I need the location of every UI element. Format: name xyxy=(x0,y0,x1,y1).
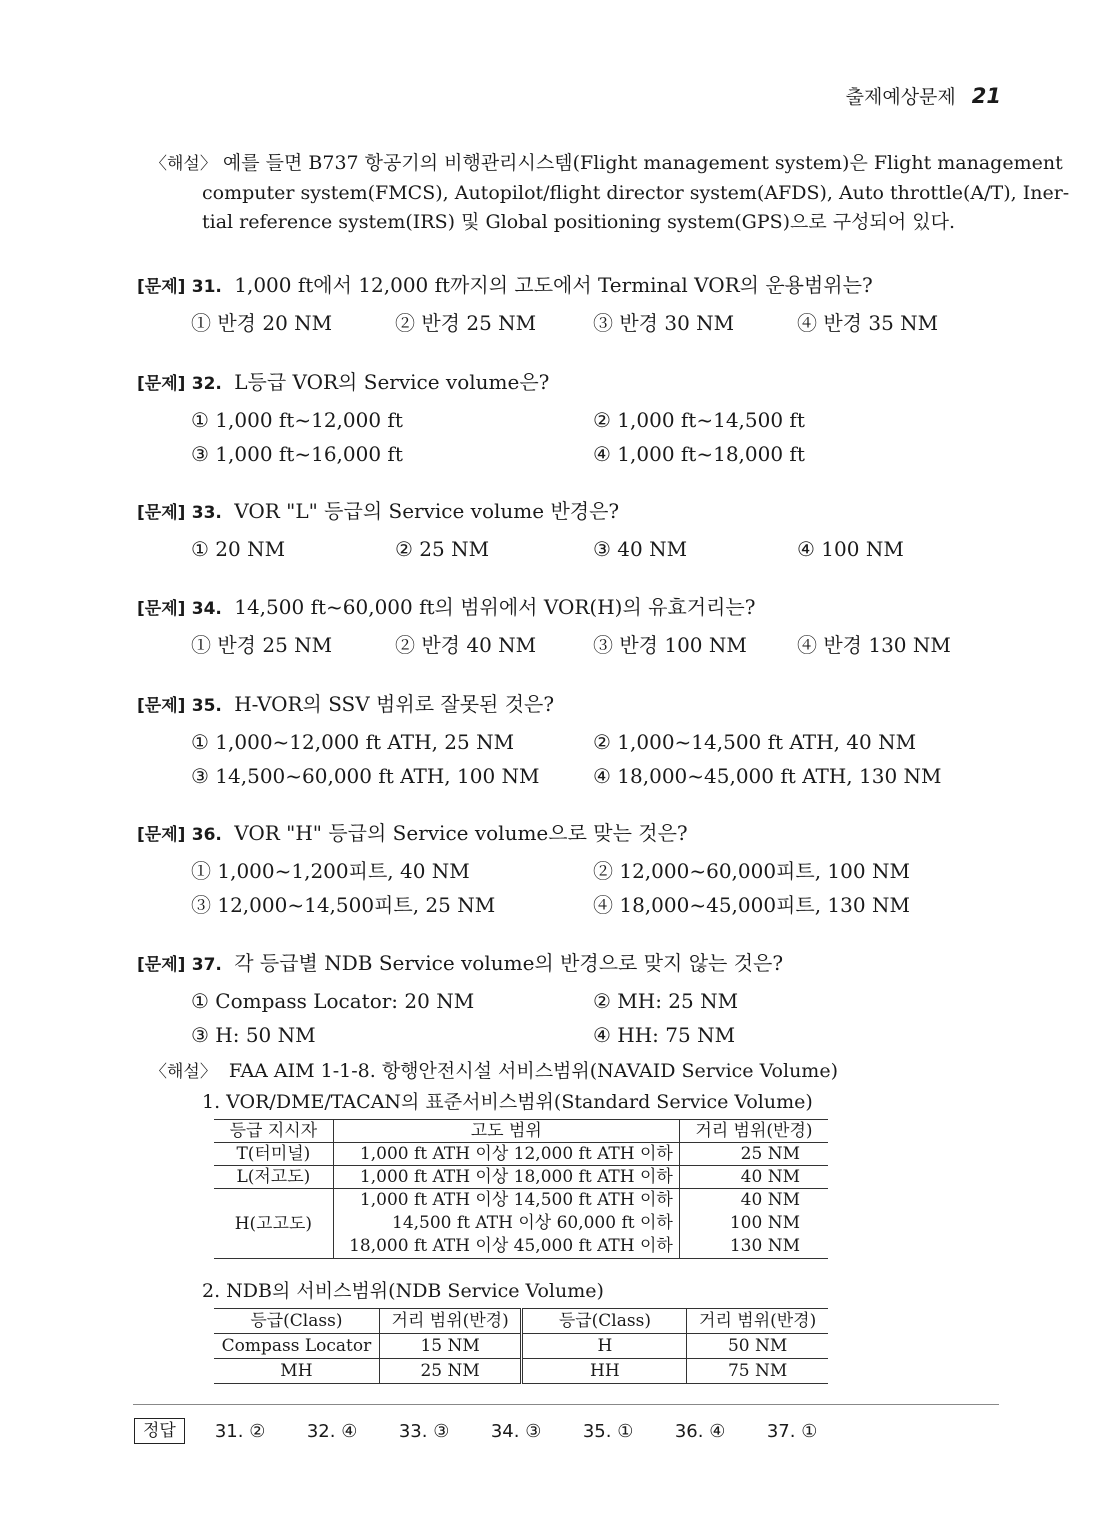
question-number: 36. xyxy=(191,825,222,845)
option[interactable]: ④ 1,000 ft~18,000 ft xyxy=(593,442,805,466)
question-label: [문제] xyxy=(137,277,186,297)
question-number: 33. xyxy=(191,503,222,523)
table-cell-line: 100 NM xyxy=(729,1213,800,1233)
question-text: 1,000 ft에서 12,000 ft까지의 고도에서 Terminal VOR의 운용범위는? xyxy=(234,273,873,297)
note-line: computer system(FMCS), Autopilot/flight director system(AFDS), Auto throttle(A/T), Iner- xyxy=(202,182,1070,204)
table-row xyxy=(214,1166,828,1189)
table-cell: 40 NM xyxy=(679,1166,828,1189)
question-31 xyxy=(137,270,1007,340)
table-cell-line: 18,000 ft ATH 이상 45,000 ft ATH 이하 xyxy=(349,1236,673,1256)
explanation-note-top xyxy=(150,149,1070,237)
options xyxy=(191,854,1007,922)
vor-service-volume-table xyxy=(214,1119,828,1259)
table-row xyxy=(214,1143,828,1166)
options xyxy=(191,628,1007,662)
table-cell: HH xyxy=(522,1359,687,1384)
table-cell: H(고고도) xyxy=(214,1189,333,1259)
table-row xyxy=(214,1334,828,1359)
answer-item: 32. ④ xyxy=(306,1420,358,1442)
question-text: 14,500 ft~60,000 ft의 범위에서 VOR(H)의 유효거리는? xyxy=(234,595,756,619)
question-text: VOR "H" 등급의 Service volume으로 맞는 것은? xyxy=(234,821,688,845)
option[interactable]: ① 1,000~12,000 ft ATH, 25 NM xyxy=(191,730,515,754)
table-cell: Compass Locator xyxy=(221,1336,372,1356)
question-text: L등급 VOR의 Service volume은? xyxy=(234,370,550,394)
option[interactable]: ② 25 NM xyxy=(395,537,490,561)
table-cell: MH xyxy=(214,1359,379,1384)
table-header: 등급 지시자 xyxy=(214,1120,333,1143)
page-number: 21 xyxy=(971,84,1001,108)
options xyxy=(191,532,1007,566)
table-row xyxy=(214,1189,828,1259)
option[interactable]: ③ 1,000 ft~16,000 ft xyxy=(191,442,403,466)
option[interactable]: ④ 반경 35 NM xyxy=(797,311,939,335)
table-cell: 25 NM xyxy=(679,1143,828,1166)
question-text: 각 등급별 NDB Service volume의 반경으로 맞지 않는 것은? xyxy=(234,951,784,975)
option[interactable]: ① 1,000 ft~12,000 ft xyxy=(191,408,403,432)
option[interactable]: ④ 100 NM xyxy=(797,537,904,561)
table-cell-line: 130 NM xyxy=(729,1236,800,1256)
option[interactable]: ④ 반경 130 NM xyxy=(797,633,951,657)
option[interactable]: ④ 18,000~45,000 ft ATH, 130 NM xyxy=(593,764,942,788)
question-label: [문제] xyxy=(137,374,186,394)
answer-item: 31. ② xyxy=(214,1420,266,1442)
question-37 xyxy=(137,948,1007,1052)
table-header: 거리 범위(반경) xyxy=(687,1309,828,1334)
question-33 xyxy=(137,496,1007,566)
note-line: 예를 들면 B737 항공기의 비행관리시스템(Flight management system)은 Flight management xyxy=(222,152,1063,174)
table-cell: T(터미널) xyxy=(236,1144,311,1164)
table-header: 등급(Class) xyxy=(522,1309,687,1334)
table-cell-line: 14,500 ft ATH 이상 60,000 ft 이하 xyxy=(392,1213,673,1233)
question-number: 34. xyxy=(191,599,222,619)
answer-item: 36. ④ xyxy=(674,1420,726,1442)
options xyxy=(191,403,1007,471)
answer-item: 37. ① xyxy=(766,1420,818,1442)
option[interactable]: ② 반경 40 NM xyxy=(395,633,537,657)
table-cell: 75 NM xyxy=(687,1359,828,1384)
question-32 xyxy=(137,367,1007,471)
option[interactable]: ② MH: 25 NM xyxy=(593,989,739,1013)
option[interactable]: ② 1,000 ft~14,500 ft xyxy=(593,408,805,432)
table-row xyxy=(214,1359,828,1384)
answer-item: 35. ① xyxy=(582,1420,634,1442)
table-cell xyxy=(679,1189,828,1259)
options xyxy=(191,725,1007,793)
table-cell: 50 NM xyxy=(687,1334,828,1359)
question-label: [문제] xyxy=(137,825,186,845)
question-label: [문제] xyxy=(137,955,186,975)
answer-item: 33. ③ xyxy=(398,1420,450,1442)
page-header xyxy=(846,82,1001,109)
options xyxy=(191,984,1007,1052)
table-header: 거리 범위(반경) xyxy=(379,1309,522,1334)
question-number: 37. xyxy=(191,955,222,975)
question-label: [문제] xyxy=(137,503,186,523)
question-label: [문제] xyxy=(137,696,186,716)
table-cell: 15 NM xyxy=(379,1334,522,1359)
option[interactable]: ③ 반경 100 NM xyxy=(593,633,747,657)
question-number: 35. xyxy=(191,696,222,716)
option[interactable]: ① 반경 25 NM xyxy=(191,633,333,657)
option[interactable]: ① 1,000~1,200피트, 40 NM xyxy=(191,859,470,883)
subsection-2-title: 2. NDB의 서비스범위(NDB Service Volume) xyxy=(202,1280,604,1302)
table-cell: 25 NM xyxy=(379,1359,522,1384)
ndb-service-volume-table xyxy=(214,1308,828,1384)
table-cell-line: 40 NM xyxy=(740,1190,800,1210)
question-36 xyxy=(137,818,1007,922)
option[interactable]: ③ 40 NM xyxy=(593,537,688,561)
explanation-title: FAA AIM 1-1-8. 항행안전시설 서비스범위(NAVAID Service Volume) xyxy=(228,1060,838,1082)
table-header: 등급(Class) xyxy=(214,1309,379,1334)
table-cell: L(저고도) xyxy=(214,1166,333,1189)
option[interactable]: ④ HH: 75 NM xyxy=(593,1023,736,1047)
question-34 xyxy=(137,592,1007,662)
running-title: 출제예상문제 xyxy=(845,86,956,108)
note-tag: 〈해설〉 xyxy=(150,1062,217,1082)
question-number: 32. xyxy=(191,374,222,394)
option[interactable]: ④ 18,000~45,000피트, 130 NM xyxy=(593,893,910,917)
question-text: VOR "L" 등급의 Service volume 반경은? xyxy=(234,499,620,523)
question-number: 31. xyxy=(191,277,222,297)
option[interactable]: ① 반경 20 NM xyxy=(191,311,333,335)
divider xyxy=(133,1404,999,1405)
answer-label: 정답 xyxy=(134,1418,185,1444)
question-35 xyxy=(137,689,1007,793)
option[interactable]: ① 20 NM xyxy=(191,537,286,561)
question-text: H-VOR의 SSV 범위로 잘못된 것은? xyxy=(234,692,555,716)
option[interactable]: ③ 12,000~14,500피트, 25 NM xyxy=(191,893,496,917)
table-header: 고도 범위 xyxy=(333,1120,679,1143)
note-tag: 〈해설〉 xyxy=(150,154,217,174)
table-cell: H xyxy=(522,1334,687,1359)
note-line: tial reference system(IRS) 및 Global positioning system(GPS)으로 구성되어 있다. xyxy=(202,211,955,233)
option[interactable]: ③ 14,500~60,000 ft ATH, 100 NM xyxy=(191,764,540,788)
question-label: [문제] xyxy=(137,599,186,619)
table-cell xyxy=(333,1189,679,1259)
table-cell: 1,000 ft ATH 이상 18,000 ft ATH 이하 xyxy=(333,1166,679,1189)
table-header: 거리 범위(반경) xyxy=(679,1120,828,1143)
option[interactable]: ② 반경 25 NM xyxy=(395,311,537,335)
table-cell: 1,000 ft ATH 이상 12,000 ft ATH 이하 xyxy=(333,1143,679,1166)
option[interactable]: ② 12,000~60,000피트, 100 NM xyxy=(593,859,910,883)
table-cell-line: 1,000 ft ATH 이상 14,500 ft ATH 이하 xyxy=(359,1190,673,1210)
answer-key xyxy=(134,1418,859,1444)
explanation-37 xyxy=(150,1057,1010,1116)
subsection-1-title: 1. VOR/DME/TACAN의 표준서비스범위(Standard Service Volume) xyxy=(202,1091,813,1113)
options xyxy=(191,306,1007,340)
answer-item: 34. ③ xyxy=(490,1420,542,1442)
option[interactable]: ③ H: 50 NM xyxy=(191,1023,316,1047)
option[interactable]: ① Compass Locator: 20 NM xyxy=(191,989,475,1013)
option[interactable]: ② 1,000~14,500 ft ATH, 40 NM xyxy=(593,730,917,754)
option[interactable]: ③ 반경 30 NM xyxy=(593,311,735,335)
